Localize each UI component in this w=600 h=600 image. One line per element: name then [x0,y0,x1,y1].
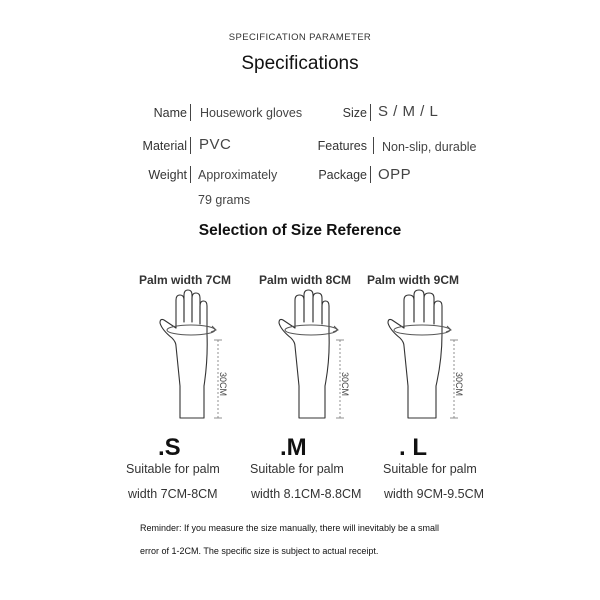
palm-width-s: Palm width 7CM [139,273,232,287]
spec-divider [190,166,191,183]
glove-s [140,290,250,430]
size-reference-title: Selection of Size Reference [198,222,402,239]
reminder-line-1: Reminder: If you measure the size manually, there will inevitably be a small [140,523,439,533]
glove-length-label: 30CM [454,372,464,397]
spec-value-features: Non-slip, durable [382,140,477,154]
spec-divider [370,104,371,121]
spec-divider [373,137,374,154]
glove-outline-icon [388,290,442,418]
suitable-range-s: width 7CM-8CM [128,487,218,501]
suitable-label-l: Suitable for palm [383,462,477,476]
size-letter-s: .S [158,434,181,461]
suitable-label-m: Suitable for palm [250,462,344,476]
palm-measure-arrow-icon [285,325,338,335]
reminder-line-2: error of 1-2CM. The specific size is subject to actual receipt. [140,546,379,556]
glove-length-label: 30CM [340,372,350,397]
glove-outline-icon [160,290,207,418]
spec-value-size: S / M / L [378,103,439,120]
spec-value-weight-line2: 79 grams [198,193,251,207]
size-letter-l-text: L [412,434,428,461]
size-letter-l: . L [399,434,428,461]
spec-value-material: PVC [199,136,232,153]
suitable-range-l: width 9CM-9.5CM [384,487,485,501]
page-title: Specifications [241,53,359,74]
suitable-label-s: Suitable for palm [126,462,220,476]
glove-length-label: 30CM [218,372,228,397]
size-letter-s-text: S [164,434,181,461]
glove-m [260,290,370,430]
spec-value-package: OPP [378,166,412,183]
section-kicker: SPECIFICATION PARAMETER [228,32,372,43]
spec-label-package: Package [318,168,367,182]
spec-divider [370,166,371,183]
palm-width-m: Palm width 8CM [259,273,352,287]
palm-measure-arrow-icon [167,325,216,335]
spec-divider [190,104,191,121]
spec-label-weight: Weight [148,168,187,182]
spec-label-features: Features [317,139,367,153]
suitable-range-m: width 8.1CM-8.8CM [251,487,362,501]
spec-divider [190,137,191,154]
spec-label-size: Size [342,106,367,120]
spec-label-material: Material [142,139,187,153]
palm-width-l: Palm width 9CM [367,273,460,287]
spec-value-name: Housework gloves [200,106,303,120]
size-letter-m-text: M [286,434,307,461]
spec-value-weight-line1: Approximately [198,168,278,182]
spec-label-name: Name [153,106,187,120]
glove-outline-icon [279,290,329,418]
glove-l [370,290,480,430]
size-letter-m: .M [280,434,307,461]
